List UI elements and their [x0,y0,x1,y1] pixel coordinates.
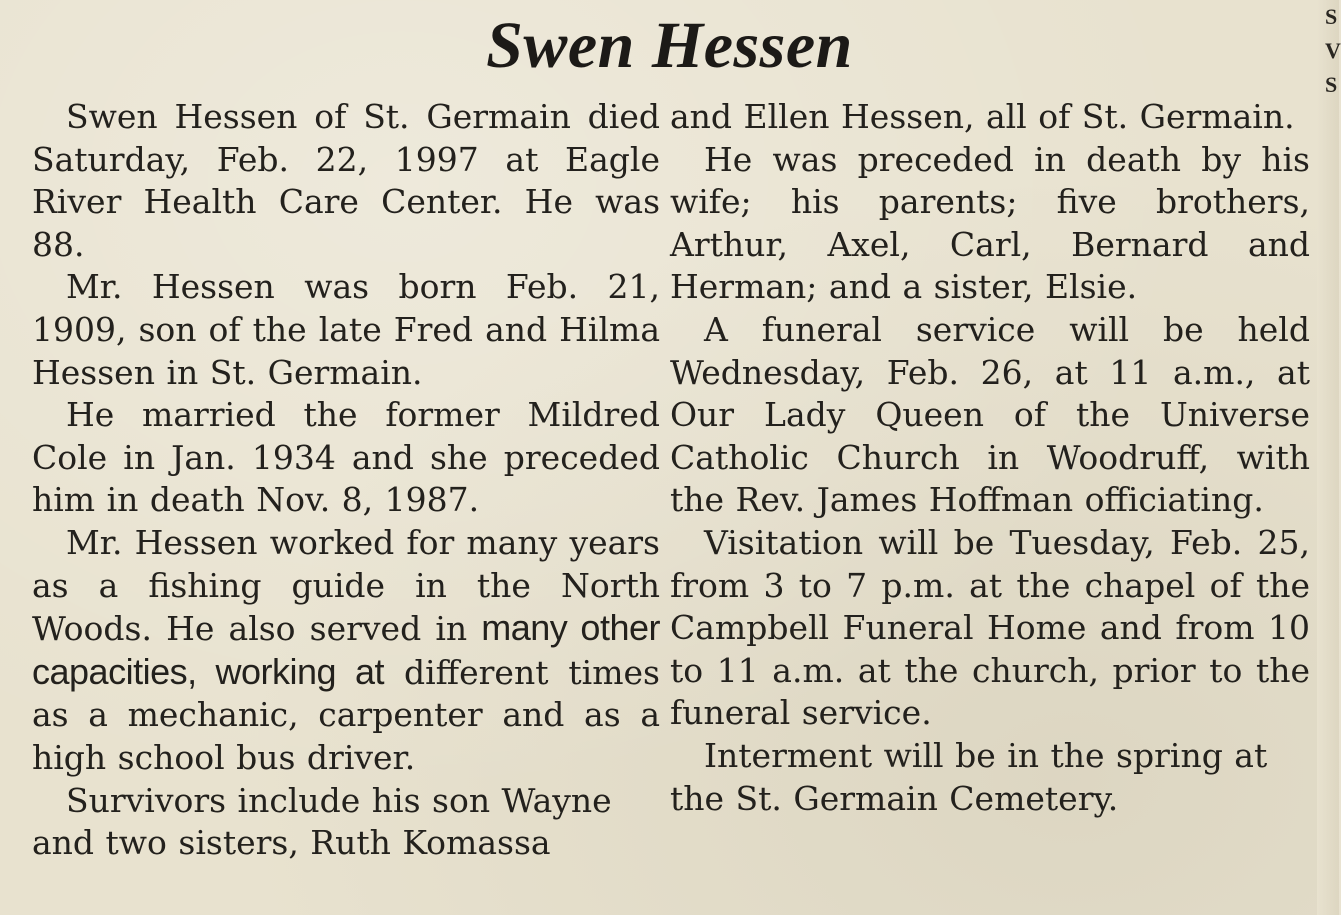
edge-letter: S [1325,4,1338,29]
obituary-headline: Swen Hessen [486,9,853,82]
paragraph-survivors: Survivors include his son Wayne and two sisters, Ruth Komassa [32,780,612,863]
right-column [670,96,1310,820]
paragraph-funeral-service: A funeral service will be held Wednesday, Feb. 26, at 11 a.m., at Our Lady Queen of the Universe Catholic Church in Woodruff, with the Rev. James Hoffman officiating. [670,309,1310,520]
left-column [32,96,660,865]
edge-letter: V [1325,38,1341,63]
clipping-right-edge [1317,0,1339,915]
paragraph-survivors-continued: and Ellen Hessen, all of St. Germain. [670,97,1295,136]
paragraph-career [32,522,660,780]
paragraph-marriage: He married the former Mildred Cole in Jan. 1934 and she preceded him in death Nov. 8, 1987. [32,395,660,520]
career-text-c: different times as a mechanic, carpenter and as a high school bus driver. [32,652,660,777]
career-text-a: Mr. Hessen worked for many years as a fishing guide in the North Woods. He also served in [32,522,660,649]
paragraph-interment: Interment will be in the spring at the St. Germain Cemetery. [670,735,1268,818]
paragraph-visitation: Visitation will be Tuesday, Feb. 25, from 3 to 7 p.m. at the chapel of the Campbell Funeral Home and from 10 to 11 a.m. at the church, prior to the funeral service. [670,522,1310,733]
edge-letter: S [1325,72,1338,97]
career-text-b: many other capacities, working at [32,607,660,692]
paragraph-death-notice: Swen Hessen of St. Germain died Saturday, Feb. 22, 1997 at Eagle River Health Care Center. He was 88. [32,97,660,264]
paragraph-birth: Mr. Hessen was born Feb. 21, 1909, son of the late Fred and Hilma Hessen in St. Germain. [32,267,660,392]
paragraph-preceded: He was preceded in death by his wife; his parents; five brothers, Arthur, Axel, Carl, Bernard and Herman; and a sister, Elsie. [670,139,1310,307]
